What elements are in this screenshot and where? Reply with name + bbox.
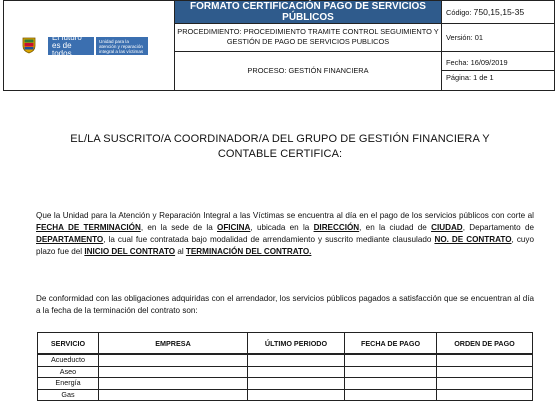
- payment-date-cell[interactable]: [345, 378, 437, 390]
- logo-block: [4, 1, 174, 90]
- text-segment: al: [175, 246, 186, 256]
- field-address: DIRECCIÓN: [313, 222, 360, 232]
- text-segment: , cuyo plazo fue del: [36, 234, 534, 256]
- text-segment: , Departamento de: [462, 222, 534, 232]
- last-period-cell[interactable]: [248, 366, 345, 378]
- service-name: Energía: [38, 378, 99, 390]
- table-row: [38, 366, 533, 378]
- heading-line-1: EL/LA SUSCRITO/A COORDINADOR/A DEL GRUPO DE GESTIÓN FINANCIERA Y: [70, 133, 490, 145]
- document-header: [3, 0, 555, 91]
- service-name: Gas: [38, 389, 99, 401]
- field-office: OFICINA: [217, 222, 251, 232]
- page-number: Página: 1 de 1: [446, 73, 494, 83]
- last-period-cell[interactable]: [248, 389, 345, 401]
- document-version: Versión: 01: [442, 24, 555, 52]
- company-cell[interactable]: [99, 389, 248, 401]
- payment-date-cell[interactable]: [345, 354, 437, 366]
- table-header-row: [38, 333, 533, 355]
- company-cell[interactable]: [99, 354, 248, 366]
- payment-order-cell[interactable]: [437, 389, 533, 401]
- payment-date-cell[interactable]: [345, 366, 437, 378]
- text-segment: Que la Unidad para la Atención y Reparación Integral a las Víctimas se encuentra al día en el pago de los servicios públicos con corte al: [36, 211, 534, 220]
- obligations-paragraph: De conformidad con las obligaciones adquiridas con el arrendador, los servicios públicos pagados a satisfacción que se encuentran al día a la fecha de la terminación del contrato son:: [36, 294, 534, 315]
- code-value: 750,15,15-35: [473, 7, 525, 17]
- field-contract-number: NO. DE CONTRATO: [434, 234, 512, 244]
- document-code: [442, 1, 555, 24]
- brand-tagline: [48, 32, 94, 58]
- field-department: DEPARTAMENTO: [36, 234, 104, 244]
- company-cell[interactable]: [99, 378, 248, 390]
- table-row: [38, 389, 533, 401]
- process-name: PROCESO: GESTIÓN FINANCIERA: [175, 51, 442, 90]
- procedure-name: PROCEDIMIENTO: PROCEDIMIENTO TRAMITE CONTROL SEGUIMIENTO Y GESTIÓN DE PAGO DE SERVICIOS PUBLICOS: [175, 24, 442, 52]
- logo-cell: [4, 1, 175, 91]
- col-header-payment-date: FECHA DE PAGO: [345, 333, 437, 355]
- unit-name: Unidad para la atención y reparación integral a las víctimas: [96, 37, 148, 55]
- table-row: [38, 378, 533, 390]
- text-segment: , ubicada en la: [250, 222, 314, 232]
- services-table: [37, 332, 533, 401]
- payment-order-cell[interactable]: [437, 366, 533, 378]
- document-date: Fecha: 16/09/2019: [442, 56, 554, 71]
- last-period-cell[interactable]: [248, 378, 345, 390]
- code-label: Código:: [446, 8, 472, 17]
- text-segment: , en la sede de la: [140, 222, 218, 232]
- payment-order-cell[interactable]: [437, 378, 533, 390]
- field-city: CIUDAD: [431, 222, 463, 232]
- brand-line-2: es de todos: [52, 40, 72, 58]
- payment-order-cell[interactable]: [437, 354, 533, 366]
- col-header-last-period: ÚLTIMO PERIODO: [248, 333, 345, 355]
- col-header-company: EMPRESA: [99, 333, 248, 355]
- certification-heading: [40, 132, 520, 162]
- field-contract-end: TERMINACIÓN DEL CONTRATO.: [185, 246, 312, 256]
- col-header-payment-order: ORDEN DE PAGO: [437, 333, 533, 355]
- heading-line-2: CONTABLE CERTIFICA:: [217, 148, 343, 160]
- service-name: Acueducto: [38, 354, 99, 366]
- colombia-coat-of-arms-icon: [22, 37, 36, 54]
- col-header-service: SERVICIO: [38, 333, 99, 355]
- field-contract-start: INICIO DEL CONTRATO: [84, 246, 176, 256]
- certification-paragraph: [36, 210, 534, 258]
- table-row: [38, 354, 533, 366]
- text-segment: , en la ciudad de: [359, 222, 432, 232]
- field-end-date: FECHA DE TERMINACIÓN: [36, 222, 141, 232]
- document-title: FORMATO CERTIFICACIÓN PAGO DE SERVICIOS PÚBLICOS: [175, 1, 442, 24]
- brand-line-1: El futuro: [52, 32, 82, 42]
- payment-date-cell[interactable]: [345, 389, 437, 401]
- text-segment: , la cual fue contratada bajo modalidad de arrendamiento y suscrito mediante clausulado: [103, 234, 435, 244]
- last-period-cell[interactable]: [248, 354, 345, 366]
- company-cell[interactable]: [99, 366, 248, 378]
- service-name: Aseo: [38, 366, 99, 378]
